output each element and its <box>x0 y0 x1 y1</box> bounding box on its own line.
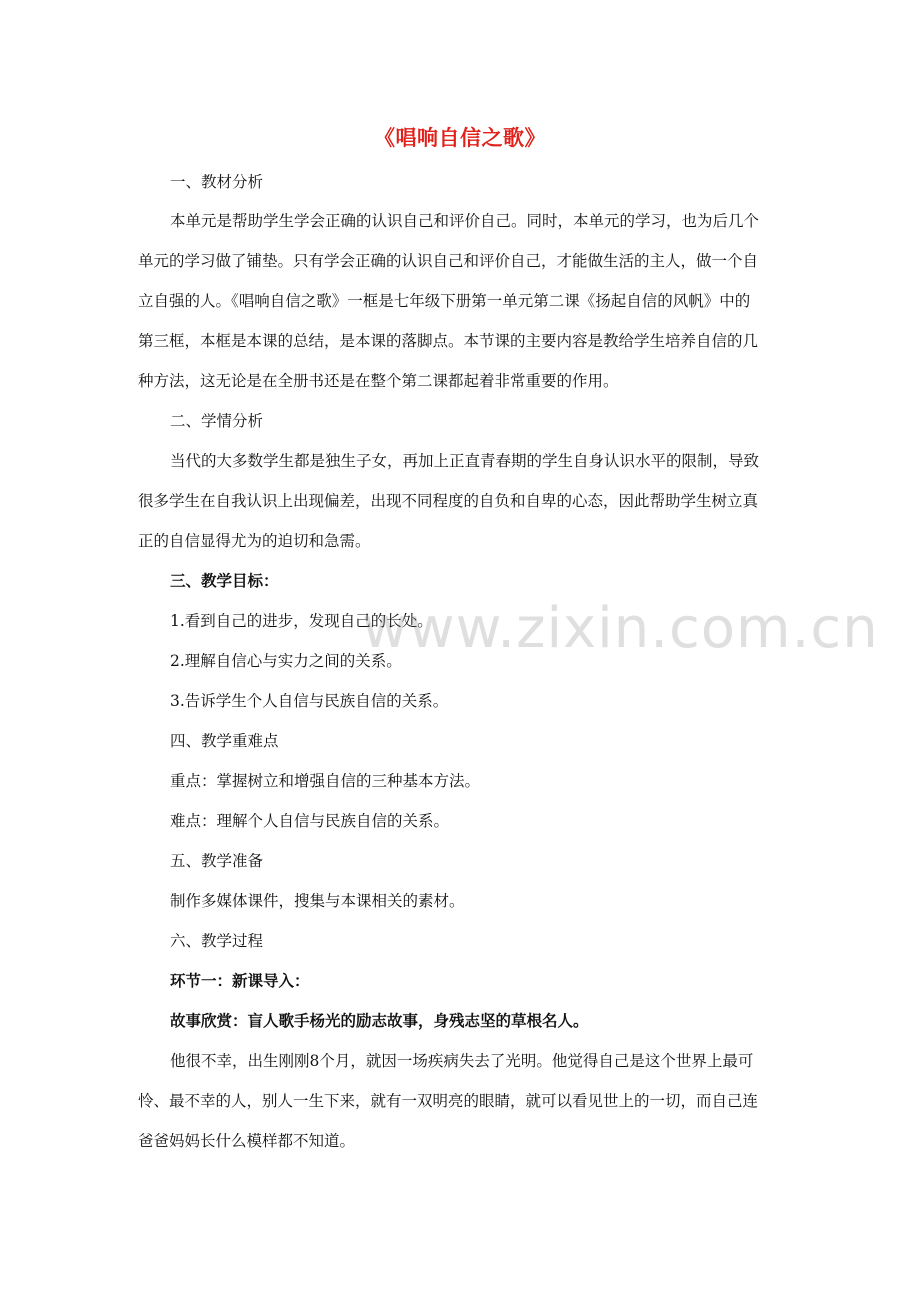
paragraph-line: 单元的学习做了铺垫。只有学会正确的认识自己和评价自己，才能做生活的主人，做一个自 <box>138 252 759 270</box>
list-item: 2.理解自信心与实力之间的关系。 <box>170 652 402 670</box>
difficult-point-line: 难点：理解个人自信与民族自信的关系。 <box>170 812 450 830</box>
section-heading-3: 三、教学目标： <box>170 571 279 590</box>
paragraph-line: 种方法，这无论是在全册书还是在整个第二课都起着非常重要的作用。 <box>138 372 619 390</box>
section-heading-2: 二、学情分析 <box>170 412 264 430</box>
paragraph-line: 怜、最不幸的人，别人一生下来，就有一双明亮的眼睛，就可以看见世上的一切，而自己连 <box>138 1092 759 1110</box>
paragraph-line: 爸爸妈妈长什么模样都不知道。 <box>138 1132 356 1150</box>
step-heading: 环节一：新课导入： <box>170 971 310 990</box>
paragraph-line: 正的自信显得尤为的迫切和急需。 <box>138 532 371 550</box>
paragraph-line: 立自强的人。《唱响自信之歌》一框是七年级下册第一单元第二课《扬起自信的风帆》中的 <box>138 292 751 310</box>
paragraph-line: 很多学生在自我认识上出现偏差，出现不同程度的自负和自卑的心态，因此帮助学生树立真 <box>138 492 759 510</box>
paragraph-line: 本单元是帮助学生学会正确的认识自己和评价自己。同时，本单元的学习，也为后几个 <box>170 212 760 230</box>
story-title: 故事欣赏：盲人歌手杨光的励志故事，身残志坚的草根名人。 <box>170 1011 589 1030</box>
section-heading-5: 五、教学准备 <box>170 852 264 870</box>
paragraph-line: 他很不幸，出生刚刚8个月，就因一场疾病失去了光明。他觉得自己是这个世界上最可 <box>170 1052 754 1070</box>
list-item: 3.告诉学生个人自信与民族自信的关系。 <box>170 692 449 710</box>
watermark: www.zixin.com.cn <box>362 596 879 661</box>
section-heading-4: 四、教学重难点 <box>170 732 279 750</box>
section-heading-6: 六、教学过程 <box>170 932 264 950</box>
key-point-line: 重点：掌握树立和增强自信的三种基本方法。 <box>170 772 481 790</box>
list-item: 1.看到自己的进步，发现自己的长处。 <box>170 612 433 630</box>
paragraph-line: 当代的大多数学生都是独生子女，再加上正直青春期的学生自身认识水平的限制，导致 <box>170 452 760 470</box>
document-title: 《唱响自信之歌》 <box>374 125 546 150</box>
paragraph-line: 第三框，本框是本课的总结，是本课的落脚点。本节课的主要内容是教给学生培养自信的几 <box>138 332 759 350</box>
paragraph-line: 制作多媒体课件，搜集与本课相关的素材。 <box>170 892 465 910</box>
section-heading-1: 一、教材分析 <box>170 173 264 191</box>
